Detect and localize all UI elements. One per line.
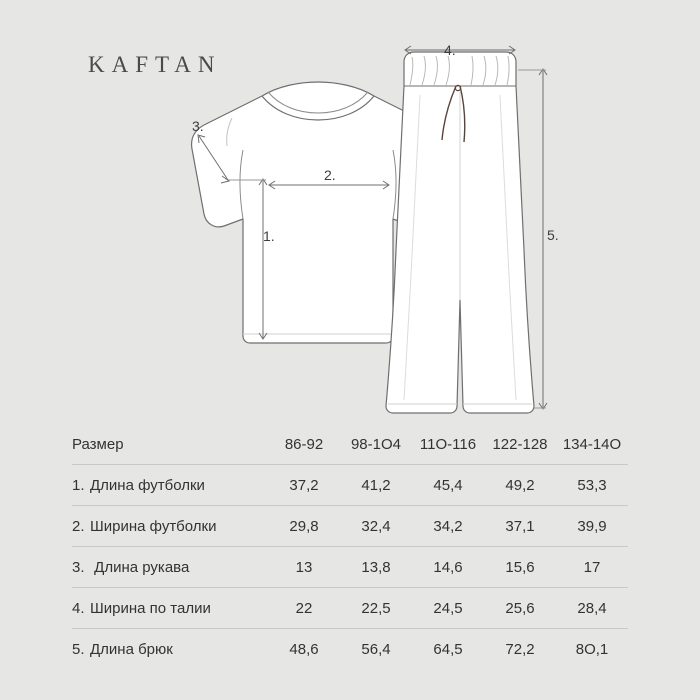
table-header-row bbox=[72, 424, 628, 465]
header-size-5: 134-14О bbox=[556, 424, 628, 465]
row-number-2: 2. bbox=[72, 517, 85, 535]
cell-r4-c4: 25,6 bbox=[484, 588, 556, 629]
cell-r1-c5: 53,3 bbox=[556, 465, 628, 506]
cell-r2-c5: 39,9 bbox=[556, 506, 628, 547]
pants-illustration bbox=[386, 52, 534, 413]
header-size-3: 11О-116 bbox=[412, 424, 484, 465]
table-row bbox=[72, 547, 628, 588]
cell-r3-c2: 13,8 bbox=[340, 547, 412, 588]
cell-r1-c2: 41,2 bbox=[340, 465, 412, 506]
cell-r2-c4: 37,1 bbox=[484, 506, 556, 547]
brand-logo: KAFTAN bbox=[88, 52, 222, 77]
cell-r3-c5: 17 bbox=[556, 547, 628, 588]
row-number-5: 5. bbox=[72, 640, 85, 658]
header-size-1: 86-92 bbox=[268, 424, 340, 465]
row-name-1: Длина футболки bbox=[90, 476, 205, 494]
row-label-5 bbox=[72, 629, 268, 670]
cell-r4-c5: 28,4 bbox=[556, 588, 628, 629]
cell-r3-c1: 13 bbox=[268, 547, 340, 588]
cell-r2-c1: 29,8 bbox=[268, 506, 340, 547]
cell-r2-c2: 32,4 bbox=[340, 506, 412, 547]
cell-r3-c4: 15,6 bbox=[484, 547, 556, 588]
row-number-4: 4. bbox=[72, 599, 85, 617]
table-row bbox=[72, 588, 628, 629]
size-table-body bbox=[72, 465, 628, 670]
size-table-head bbox=[72, 424, 628, 465]
measure-label-5: 5. bbox=[547, 227, 559, 243]
cell-r4-c1: 22 bbox=[268, 588, 340, 629]
row-name-5: Длина брюк bbox=[90, 640, 173, 658]
row-label-2 bbox=[72, 506, 268, 547]
table-row bbox=[72, 465, 628, 506]
header-row-label: Размер bbox=[72, 424, 268, 465]
cell-r4-c3: 24,5 bbox=[412, 588, 484, 629]
measure-label-3: 3. bbox=[192, 118, 204, 134]
table-row bbox=[72, 506, 628, 547]
cell-r5-c1: 48,6 bbox=[289, 640, 319, 658]
row-label-4 bbox=[72, 588, 268, 629]
cell-r5-c2: 56,4 bbox=[361, 640, 391, 658]
row-name-3: Длина рукава bbox=[90, 558, 190, 576]
row-label-3 bbox=[72, 547, 268, 588]
header-size-2: 98-1О4 bbox=[340, 424, 412, 465]
row-name-2: Ширина футболки bbox=[90, 517, 217, 535]
cell-r3-c3: 14,6 bbox=[412, 547, 484, 588]
cell-r4-c2: 22,5 bbox=[340, 588, 412, 629]
table-row bbox=[72, 629, 628, 670]
row-number-3: 3. bbox=[72, 558, 85, 576]
size-table bbox=[72, 424, 628, 669]
cell-r5-c5: 8О,1 bbox=[575, 640, 609, 658]
measure-label-2: 2. bbox=[324, 167, 336, 183]
cell-r1-c4: 49,2 bbox=[484, 465, 556, 506]
cell-r1-c1: 37,2 bbox=[268, 465, 340, 506]
row-label-1 bbox=[72, 465, 268, 506]
cell-r5-c4: 72,2 bbox=[505, 640, 535, 658]
cell-r2-c3: 34,2 bbox=[412, 506, 484, 547]
header-size-4: 122-128 bbox=[484, 424, 556, 465]
cell-r5-c3: 64,5 bbox=[433, 640, 463, 658]
row-number-1: 1. bbox=[72, 476, 85, 494]
row-name-4: Ширина по талии bbox=[90, 599, 211, 617]
measure-label-4: 4. bbox=[444, 42, 456, 58]
cell-r1-c3: 45,4 bbox=[412, 465, 484, 506]
measure-label-1: 1. bbox=[263, 228, 275, 244]
size-table-wrapper bbox=[72, 424, 628, 669]
